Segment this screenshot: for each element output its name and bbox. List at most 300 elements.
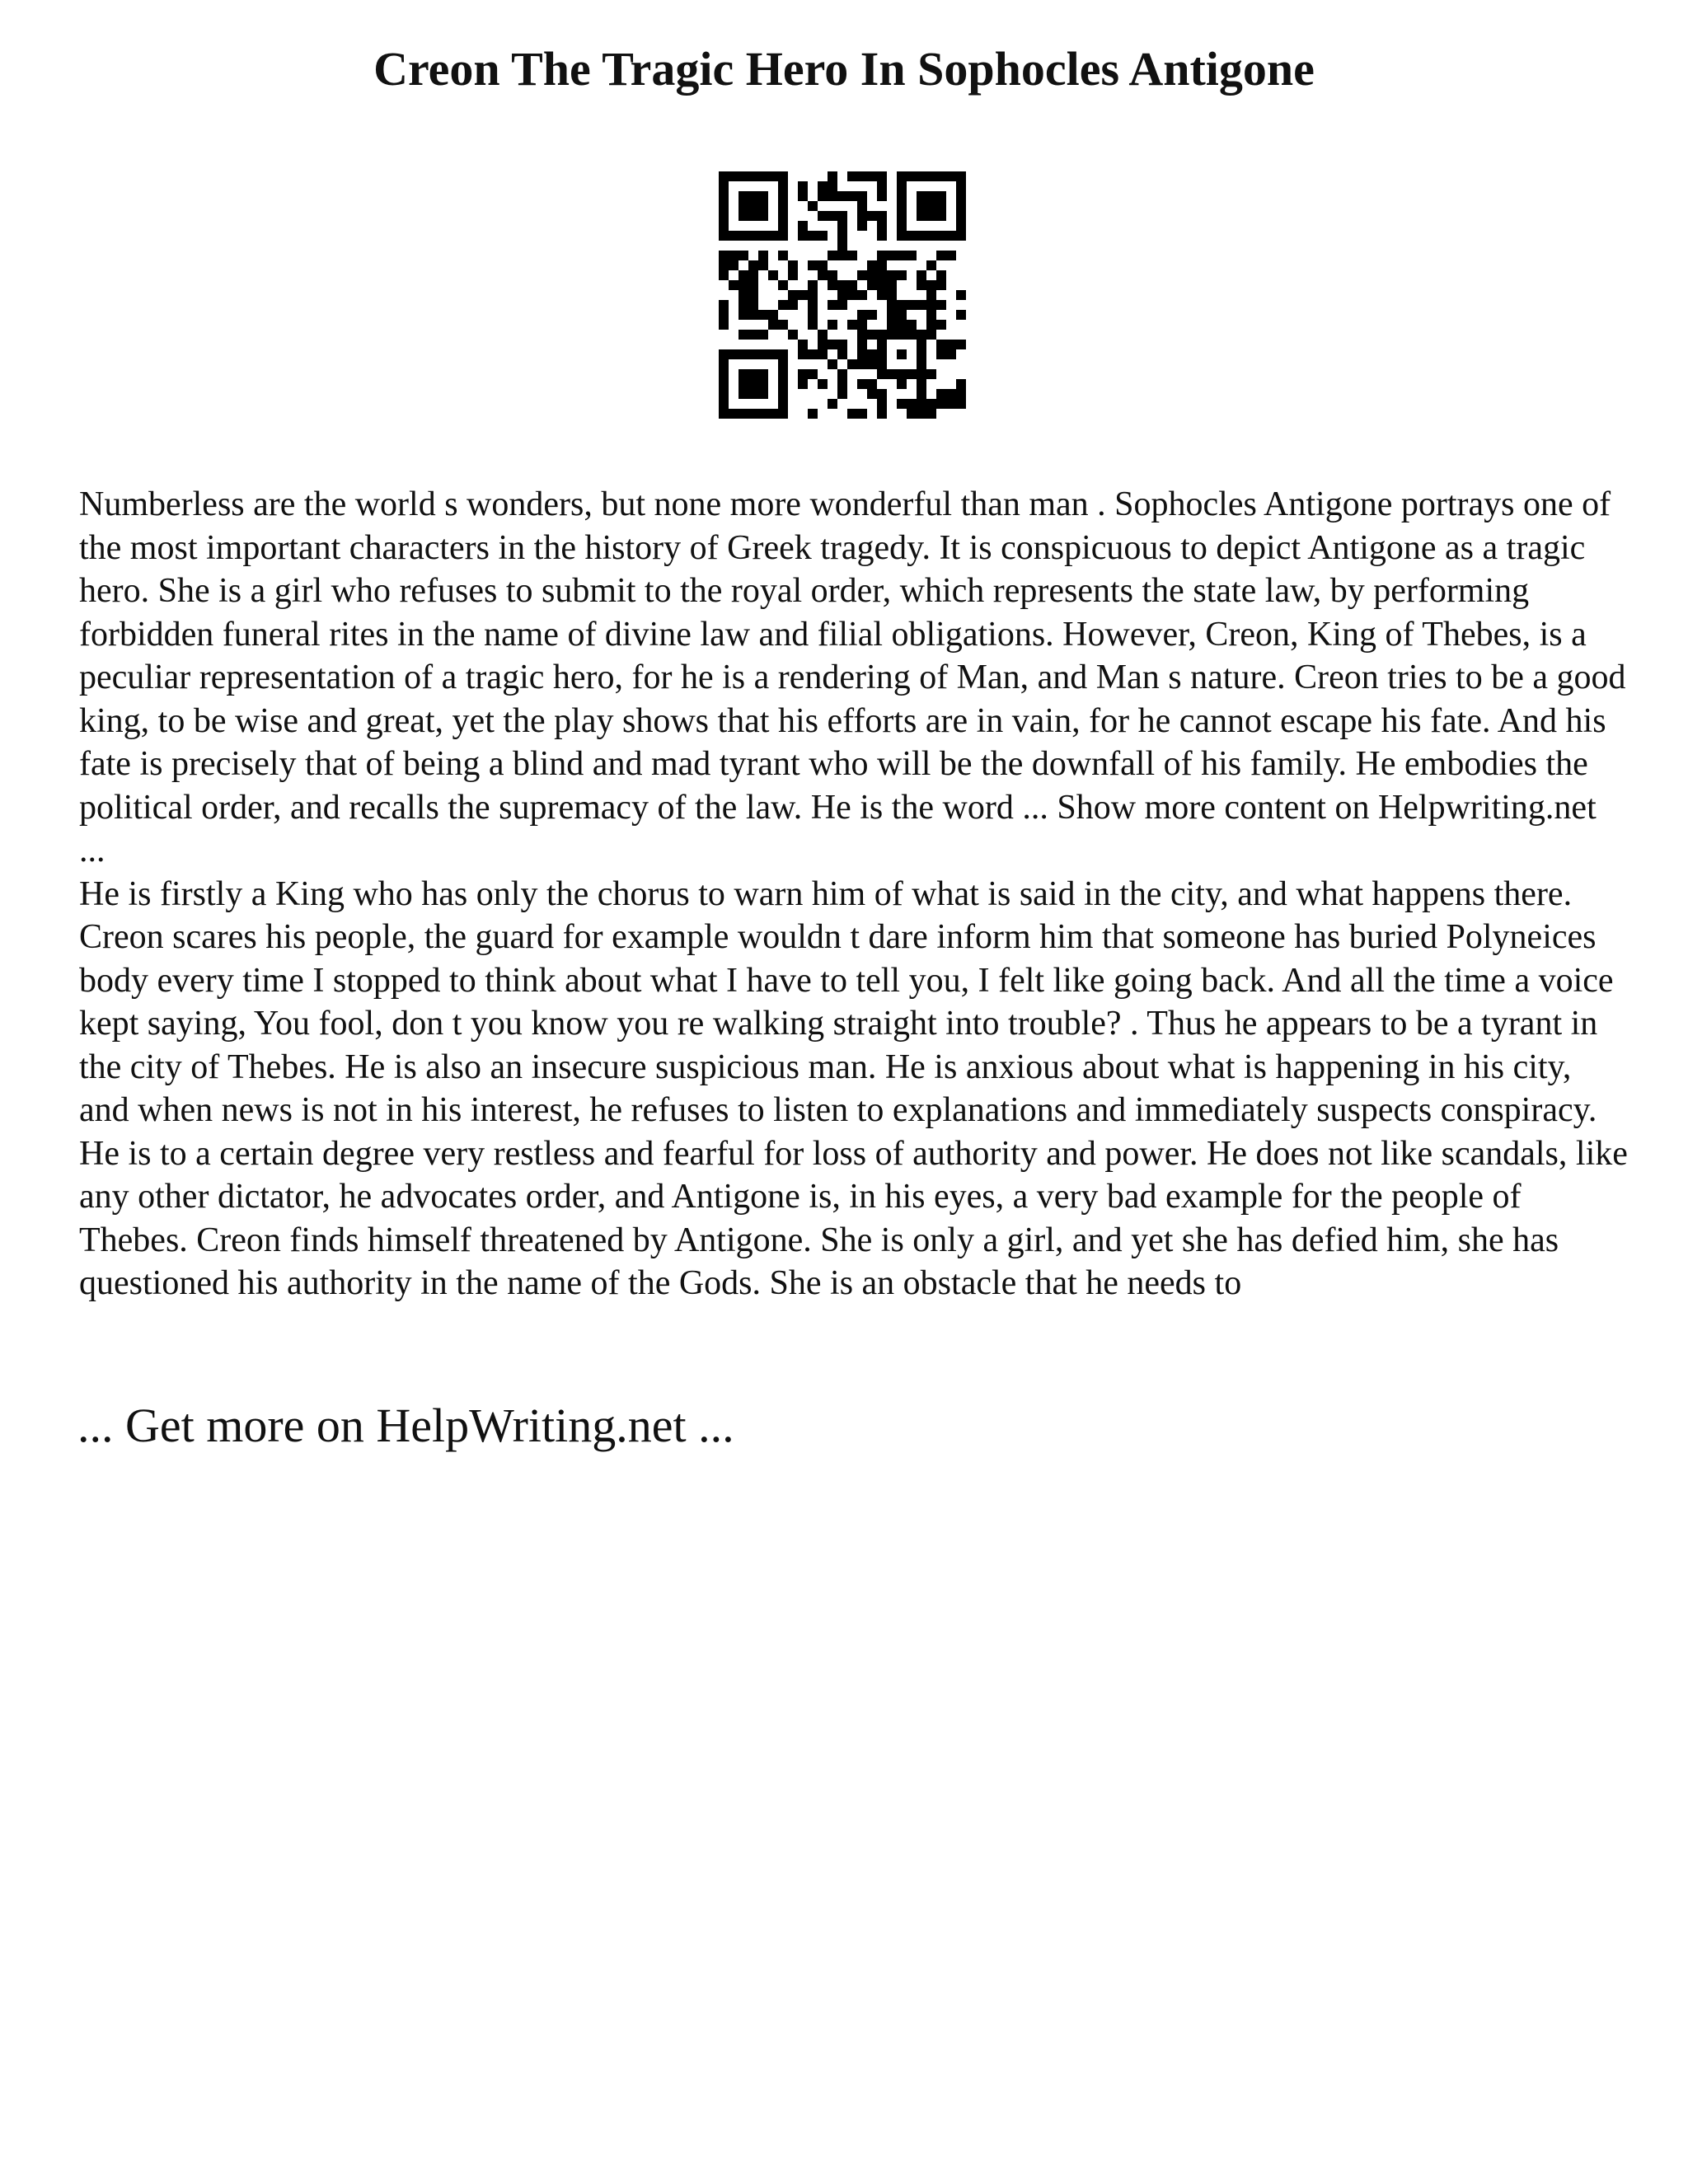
- qr-module: [837, 211, 847, 221]
- get-more-link[interactable]: ... Get more on HelpWriting.net ...: [77, 1399, 734, 1452]
- qr-module: [738, 290, 748, 300]
- qr-module: [719, 171, 729, 181]
- qr-module: [808, 201, 818, 211]
- qr-module: [936, 251, 946, 260]
- qr-module: [748, 349, 758, 359]
- qr-module: [738, 231, 748, 241]
- qr-code-icon[interactable]: [719, 171, 966, 419]
- qr-module: [907, 409, 917, 419]
- qr-module: [828, 270, 837, 280]
- qr-module: [778, 171, 788, 181]
- qr-module: [748, 280, 758, 290]
- qr-module: [867, 389, 877, 399]
- qr-module: [808, 310, 818, 320]
- qr-module: [719, 359, 729, 369]
- qr-module: [719, 270, 729, 280]
- qr-module: [828, 320, 837, 330]
- qr-module: [719, 260, 729, 270]
- qr-module: [837, 231, 847, 241]
- qr-module: [917, 379, 926, 389]
- qr-module: [926, 280, 936, 290]
- qr-module: [798, 221, 808, 231]
- qr-module: [946, 399, 956, 409]
- qr-module: [946, 389, 956, 399]
- qr-module: [946, 171, 956, 181]
- qr-module: [798, 290, 808, 300]
- qr-module: [847, 171, 857, 181]
- qr-module: [837, 389, 847, 399]
- qr-module: [719, 211, 729, 221]
- qr-module: [778, 320, 788, 330]
- qr-module: [887, 330, 897, 340]
- qr-module: [847, 320, 857, 330]
- qr-module: [956, 191, 966, 201]
- qr-module: [936, 300, 946, 310]
- qr-module: [897, 300, 907, 310]
- qr-module: [818, 340, 828, 349]
- qr-module: [897, 191, 907, 201]
- qr-module: [936, 399, 946, 409]
- qr-module: [828, 300, 837, 310]
- qr-module: [887, 270, 897, 280]
- qr-module: [857, 191, 867, 201]
- qr-module: [719, 300, 729, 310]
- qr-module: [778, 221, 788, 231]
- qr-module: [828, 211, 837, 221]
- qr-module: [917, 231, 926, 241]
- qr-module: [748, 379, 758, 389]
- qr-module: [818, 260, 828, 270]
- qr-module: [887, 280, 897, 290]
- qr-module: [748, 330, 758, 340]
- qr-module: [748, 231, 758, 241]
- qr-module: [788, 330, 798, 340]
- qr-module: [936, 201, 946, 211]
- qr-module: [917, 171, 926, 181]
- qr-module: [926, 300, 936, 310]
- qr-module: [936, 270, 946, 280]
- qr-module: [758, 349, 768, 359]
- qr-module: [768, 349, 778, 359]
- qr-module: [729, 349, 738, 359]
- qr-module: [719, 310, 729, 320]
- qr-module: [917, 201, 926, 211]
- qr-module: [936, 280, 946, 290]
- qr-module: [778, 409, 788, 419]
- qr-module: [936, 171, 946, 181]
- qr-module: [758, 191, 768, 201]
- qr-module: [877, 221, 887, 231]
- qr-module: [926, 191, 936, 201]
- qr-module: [877, 231, 887, 241]
- qr-module: [857, 171, 867, 181]
- qr-module: [956, 389, 966, 399]
- qr-module: [926, 330, 936, 340]
- qr-module: [897, 181, 907, 191]
- qr-module: [877, 389, 887, 399]
- qr-module: [857, 340, 867, 349]
- qr-module: [877, 251, 887, 260]
- qr-module: [738, 310, 748, 320]
- qr-module: [729, 231, 738, 241]
- qr-module: [936, 320, 946, 330]
- qr-module: [897, 251, 907, 260]
- qr-module: [808, 300, 818, 310]
- qr-module: [867, 171, 877, 181]
- qr-module: [778, 379, 788, 389]
- qr-module: [956, 399, 966, 409]
- qr-module: [936, 231, 946, 241]
- qr-module: [847, 280, 857, 290]
- qr-module: [847, 290, 857, 300]
- qr-module: [857, 211, 867, 221]
- qr-module: [857, 290, 867, 300]
- qr-module: [719, 191, 729, 201]
- qr-module: [837, 340, 847, 349]
- qr-module: [758, 251, 768, 260]
- qr-module: [917, 211, 926, 221]
- qr-module: [778, 191, 788, 201]
- qr-module: [897, 369, 907, 379]
- qr-module: [828, 399, 837, 409]
- qr-module: [926, 290, 936, 300]
- qr-module: [837, 280, 847, 290]
- qr-module: [738, 379, 748, 389]
- qr-module: [758, 171, 768, 181]
- qr-module: [907, 231, 917, 241]
- page-title: Creon The Tragic Hero In Sophocles Antigone: [373, 42, 1315, 96]
- qr-module: [778, 201, 788, 211]
- qr-module: [837, 379, 847, 389]
- qr-module: [719, 221, 729, 231]
- qr-module: [867, 349, 877, 359]
- qr-module: [808, 280, 818, 290]
- qr-module: [837, 251, 847, 260]
- qr-module: [946, 231, 956, 241]
- qr-module: [778, 399, 788, 409]
- qr-module: [828, 191, 837, 201]
- qr-module: [857, 379, 867, 389]
- qr-module: [847, 191, 857, 201]
- qr-module: [857, 221, 867, 231]
- qr-module: [738, 211, 748, 221]
- qr-module: [729, 171, 738, 181]
- qr-module: [897, 270, 907, 280]
- qr-module: [758, 389, 768, 399]
- qr-module: [748, 260, 758, 270]
- qr-module: [867, 330, 877, 340]
- qr-module: [897, 330, 907, 340]
- qr-module: [926, 320, 936, 330]
- qr-module: [768, 310, 778, 320]
- qr-module: [857, 349, 867, 359]
- qr-module: [748, 389, 758, 399]
- qr-module: [748, 409, 758, 419]
- qr-module: [837, 221, 847, 231]
- qr-module: [936, 340, 946, 349]
- qr-module: [936, 211, 946, 221]
- qr-module: [917, 389, 926, 399]
- qr-module: [877, 409, 887, 419]
- qr-module: [837, 369, 847, 379]
- qr-module: [887, 369, 897, 379]
- qr-module: [758, 369, 768, 379]
- qr-module: [877, 359, 887, 369]
- qr-module: [758, 260, 768, 270]
- qr-module: [956, 290, 966, 300]
- qr-module: [828, 280, 837, 290]
- qr-module: [818, 270, 828, 280]
- qr-module: [857, 359, 867, 369]
- qr-module: [828, 171, 837, 181]
- qr-module: [778, 231, 788, 241]
- qr-module: [808, 320, 818, 330]
- qr-module: [738, 330, 748, 340]
- qr-module: [877, 399, 887, 409]
- qr-module: [768, 171, 778, 181]
- qr-module: [887, 251, 897, 260]
- qr-module: [946, 340, 956, 349]
- qr-module: [778, 251, 788, 260]
- qr-module: [897, 349, 907, 359]
- qr-module: [917, 270, 926, 280]
- qr-module: [719, 349, 729, 359]
- qr-module: [877, 270, 887, 280]
- qr-module: [867, 211, 877, 221]
- qr-code-graphic: [719, 171, 966, 419]
- qr-module: [907, 251, 917, 260]
- qr-module: [847, 359, 857, 369]
- qr-module: [917, 300, 926, 310]
- qr-module: [758, 379, 768, 389]
- qr-module: [837, 191, 847, 201]
- qr-module: [719, 389, 729, 399]
- qr-module: [748, 300, 758, 310]
- qr-module: [818, 330, 828, 340]
- qr-module: [897, 320, 907, 330]
- qr-module: [877, 340, 887, 349]
- qr-module: [748, 270, 758, 280]
- qr-module: [798, 349, 808, 359]
- qr-module: [926, 260, 936, 270]
- qr-module: [788, 290, 798, 300]
- qr-module: [867, 359, 877, 369]
- qr-module: [798, 231, 808, 241]
- qr-module: [778, 349, 788, 359]
- qr-module: [877, 171, 887, 181]
- qr-module: [887, 300, 897, 310]
- qr-module: [748, 171, 758, 181]
- qr-module: [768, 409, 778, 419]
- qr-module: [907, 369, 917, 379]
- qr-module: [778, 181, 788, 191]
- qr-module: [857, 201, 867, 211]
- qr-module: [778, 369, 788, 379]
- qr-module: [897, 310, 907, 320]
- qr-module: [897, 379, 907, 389]
- qr-module: [917, 399, 926, 409]
- qr-module: [719, 399, 729, 409]
- qr-module: [798, 379, 808, 389]
- qr-module: [897, 399, 907, 409]
- qr-module: [748, 369, 758, 379]
- qr-module: [907, 399, 917, 409]
- qr-module: [847, 409, 857, 419]
- qr-module: [837, 241, 847, 251]
- qr-module: [956, 201, 966, 211]
- qr-module: [738, 191, 748, 201]
- qr-module: [828, 251, 837, 260]
- qr-module: [877, 280, 887, 290]
- qr-module: [798, 369, 808, 379]
- qr-module: [926, 211, 936, 221]
- qr-module: [857, 270, 867, 280]
- qr-module: [867, 260, 877, 270]
- qr-module: [847, 251, 857, 260]
- qr-module: [837, 300, 847, 310]
- qr-module: [877, 181, 887, 191]
- qr-module: [818, 211, 828, 221]
- qr-module: [877, 260, 887, 270]
- qr-module: [738, 270, 748, 280]
- qr-module: [738, 409, 748, 419]
- qr-module: [808, 349, 818, 359]
- qr-module: [778, 300, 788, 310]
- qr-module: [758, 201, 768, 211]
- qr-module: [936, 389, 946, 399]
- qr-module: [788, 270, 798, 280]
- qr-module: [907, 330, 917, 340]
- qr-module: [788, 260, 798, 270]
- qr-module: [808, 260, 818, 270]
- qr-module: [808, 409, 818, 419]
- qr-module: [719, 201, 729, 211]
- qr-module: [738, 349, 748, 359]
- qr-module: [758, 211, 768, 221]
- qr-module: [719, 409, 729, 419]
- qr-module: [837, 349, 847, 359]
- qr-module: [738, 171, 748, 181]
- qr-module: [857, 310, 867, 320]
- qr-module: [867, 270, 877, 280]
- qr-module: [828, 340, 837, 349]
- qr-module: [748, 191, 758, 201]
- qr-module: [738, 201, 748, 211]
- qr-module: [946, 349, 956, 359]
- qr-module: [936, 349, 946, 359]
- qr-module: [719, 231, 729, 241]
- qr-module: [738, 251, 748, 260]
- essay-paragraph-1: Numberless are the world s wonders, but none more wonderful than man . Sophocles Antigone portrays one of the most important characters in the history of Greek tragedy. It is conspicuous to depict Antigone as a tragic hero. She is a girl who refuses to submit to the royal order, which represents the state law, by performing forbidden funeral rites in the name of divine law and filial obligations. However, Creon, King of Thebes, is a peculiar representation of a tragic hero, for he is a rendering of Man, and Man s nature. Creon tries to be a good king, to be wise and great, yet the play shows that his efforts are in vain, for he cannot escape his fate. And his fate is precisely that of being a blind and mad tyrant who will be the downfall of his family. He embodies the political order, and recalls the supremacy of the law. He is the word ... Show more content on Helpwriting.net ...: [79, 485, 1626, 869]
- qr-module: [828, 359, 837, 369]
- qr-module: [768, 231, 778, 241]
- qr-module: [956, 211, 966, 221]
- qr-module: [956, 379, 966, 389]
- qr-module: [857, 320, 867, 330]
- qr-module: [748, 201, 758, 211]
- qr-module: [877, 349, 887, 359]
- qr-module: [729, 280, 738, 290]
- qr-module: [936, 191, 946, 201]
- essay-body: [79, 483, 1629, 1305]
- qr-module: [956, 171, 966, 181]
- qr-module: [818, 231, 828, 241]
- qr-module: [867, 310, 877, 320]
- qr-module: [926, 231, 936, 241]
- qr-module: [926, 369, 936, 379]
- qr-module: [926, 201, 936, 211]
- qr-module: [907, 320, 917, 330]
- qr-module: [877, 211, 887, 221]
- qr-module: [778, 211, 788, 221]
- qr-module: [956, 221, 966, 231]
- qr-module: [946, 251, 956, 260]
- qr-module: [887, 290, 897, 300]
- qr-module: [748, 310, 758, 320]
- qr-module: [738, 300, 748, 310]
- qr-module: [897, 231, 907, 241]
- qr-module: [917, 191, 926, 201]
- qr-module: [926, 310, 936, 320]
- qr-module: [818, 349, 828, 359]
- qr-module: [729, 260, 738, 270]
- qr-module: [897, 201, 907, 211]
- qr-module: [926, 171, 936, 181]
- qr-module: [877, 290, 887, 300]
- qr-module: [897, 211, 907, 221]
- qr-module: [719, 251, 729, 260]
- qr-module: [917, 330, 926, 340]
- qr-module: [788, 300, 798, 310]
- qr-module: [887, 310, 897, 320]
- qr-module: [828, 181, 837, 191]
- qr-module: [768, 320, 778, 330]
- qr-module: [738, 389, 748, 399]
- qr-module: [758, 330, 768, 340]
- qr-module: [808, 231, 818, 241]
- qr-module: [778, 359, 788, 369]
- qr-module: [917, 359, 926, 369]
- qr-module: [758, 409, 768, 419]
- qr-module: [956, 181, 966, 191]
- qr-module: [917, 349, 926, 359]
- qr-module: [738, 280, 748, 290]
- essay-paragraph-2: He is firstly a King who has only the chorus to warn him of what is said in the city, and what happens there. Creon scares his people, the guard for example wouldn t dare inform him that someone has buried Polyneices body every time I stopped to think about what I have to tell you, I felt like going back. And all the time a voice kept saying, You fool, don t you know you re walking straight into trouble? . Thus he appears to be a tyrant in the city of Thebes. He is also an insecure suspicious man. He is anxious about what is happening in his city, and when news is not in his interest, he refuses to listen to explanations and immediately suspects conspiracy. He is to a certain degree very restless and fearful for loss of authority and power. He does not like scandals, like any other dictator, he advocates order, and Antigone is, in his eyes, a very bad example for the people of Thebes. Creon finds himself threatened by Antigone. She is only a girl, and yet she has defied him, she has questioned his authority in the name of the Gods. She is an obstacle that he needs to: [79, 874, 1628, 1302]
- qr-module: [818, 191, 828, 201]
- qr-module: [917, 409, 926, 419]
- qr-module: [778, 389, 788, 399]
- qr-module: [778, 280, 788, 290]
- qr-module: [857, 409, 867, 419]
- qr-module: [917, 340, 926, 349]
- qr-module: [867, 280, 877, 290]
- qr-module: [729, 251, 738, 260]
- qr-module: [719, 320, 729, 330]
- qr-module: [798, 191, 808, 201]
- qr-module: [748, 211, 758, 221]
- qr-module: [798, 340, 808, 349]
- qr-module: [907, 171, 917, 181]
- qr-module: [729, 409, 738, 419]
- qr-module: [897, 221, 907, 231]
- qr-module: [808, 290, 818, 300]
- qr-module: [887, 320, 897, 330]
- qr-module: [818, 181, 828, 191]
- qr-module: [926, 399, 936, 409]
- qr-module: [877, 191, 887, 201]
- qr-module: [798, 181, 808, 191]
- qr-module: [768, 270, 778, 280]
